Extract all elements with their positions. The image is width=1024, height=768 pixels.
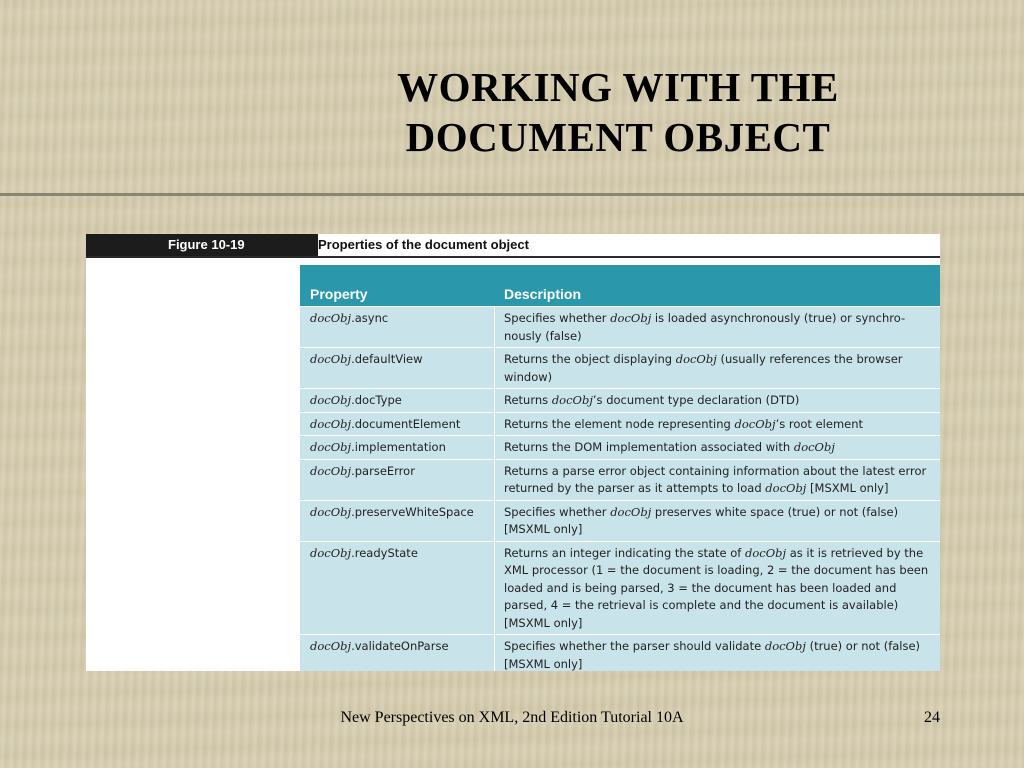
description-cell <box>495 436 940 459</box>
description-text: [MSXML only] <box>806 481 889 495</box>
description-text: docObj <box>793 440 835 454</box>
description-text: Returns an integer indicating the state of <box>504 545 745 560</box>
figure-rule <box>86 256 940 258</box>
property-name: .preserveWhiteSpace <box>351 504 474 519</box>
property-cell <box>300 501 495 541</box>
description-text: docObj <box>551 393 593 407</box>
description-text: docObj <box>610 311 652 325</box>
property-cell <box>300 348 495 388</box>
page-number: 24 <box>924 709 940 726</box>
property-name: .parseError <box>351 463 415 478</box>
table-header-row <box>300 268 940 306</box>
description-cell <box>495 389 940 412</box>
description-text: Returns the DOM implementation associated with <box>504 440 794 454</box>
property-name: .defaultView <box>351 352 423 366</box>
figure-image <box>86 234 940 671</box>
slide-footer: New Perspectives on XML, 2nd Edition Tutorial 10A <box>340 709 684 726</box>
property-cell <box>300 307 495 347</box>
description-text: (usually references the browser window) <box>504 352 903 384</box>
description-text: as it is retrieved by the XML processor (1 = the document is loading, 2 = the document has been loaded and is being parsed, 3 = the document has been loaded and parsed, 4 = the retrieval is complete and the document is available) [MSXML only] <box>504 545 929 630</box>
property-name: .documentElement <box>351 416 461 431</box>
property-name: .readyState <box>351 545 418 560</box>
property-object: docObj <box>310 639 352 653</box>
description-text: Returns the element node representing <box>504 416 735 431</box>
description-text: Specifies whether <box>504 504 611 519</box>
description-text: is loaded asynchronously (true) or synchro-nously (false) <box>504 311 906 343</box>
slide-title-line-1: WORKING WITH THE <box>397 64 839 110</box>
table-row <box>300 347 940 388</box>
property-name: .implementation <box>351 440 446 454</box>
property-object: docObj <box>310 545 352 560</box>
table-row <box>300 541 940 635</box>
description-text: docObj <box>734 416 776 431</box>
property-cell <box>300 389 495 412</box>
table-row <box>300 435 940 459</box>
table-row <box>300 634 940 671</box>
figure-label-arrow-icon <box>298 234 316 256</box>
column-header-property: Property <box>310 286 368 302</box>
description-cell <box>495 307 940 347</box>
property-cell <box>300 436 495 459</box>
table-row <box>300 500 940 541</box>
description-text: docObj <box>765 481 807 495</box>
property-cell <box>300 413 495 436</box>
table-row <box>300 459 940 500</box>
column-header-description: Description <box>504 286 582 302</box>
property-name: .async <box>351 311 389 325</box>
description-text: Returns <box>504 393 552 407</box>
property-cell <box>300 460 495 500</box>
description-cell <box>495 501 940 541</box>
description-cell <box>495 413 940 436</box>
properties-table <box>300 265 940 671</box>
property-name: .validateOnParse <box>351 639 449 653</box>
description-text: Returns a parse error object containing information about the latest error returned by the parser as it attempts to load <box>504 463 927 495</box>
description-cell <box>495 635 940 671</box>
description-text: ’s document type declaration (DTD) <box>592 393 800 407</box>
property-object: docObj <box>310 311 352 325</box>
description-text: ’s root element <box>775 416 864 431</box>
description-text: docObj <box>744 545 787 560</box>
property-cell <box>300 542 495 635</box>
slide-title-line-2: DOCUMENT OBJECT <box>405 114 831 160</box>
description-cell <box>495 348 940 388</box>
figure-caption: Properties of the document object <box>318 237 529 252</box>
description-cell <box>495 542 940 635</box>
table-row <box>300 388 940 412</box>
description-text: Returns the object displaying <box>504 352 676 366</box>
property-object: docObj <box>310 393 352 407</box>
table-row <box>300 412 940 436</box>
figure-header <box>86 234 940 256</box>
property-object: docObj <box>310 440 352 454</box>
property-name: .docType <box>351 393 402 407</box>
slide-title <box>300 62 936 162</box>
description-text: docObj <box>675 352 717 366</box>
property-object: docObj <box>310 416 352 431</box>
description-text: docObj <box>610 504 652 519</box>
property-object: docObj <box>310 463 352 478</box>
figure-label: Figure 10-19 <box>86 234 318 256</box>
title-divider <box>0 193 1024 196</box>
table-body <box>300 306 940 671</box>
table-row <box>300 306 940 347</box>
description-text: Specifies whether <box>504 311 611 325</box>
property-object: docObj <box>310 504 352 519</box>
property-object: docObj <box>310 352 352 366</box>
description-cell <box>495 460 940 500</box>
description-text: Specifies whether the parser should validate <box>504 639 765 653</box>
description-text: docObj <box>764 639 806 653</box>
description-text: (true) or not (false) [MSXML only] <box>504 639 921 671</box>
property-cell <box>300 635 495 671</box>
description-text: preserves white space (true) or not (false) [MSXML only] <box>504 504 899 536</box>
